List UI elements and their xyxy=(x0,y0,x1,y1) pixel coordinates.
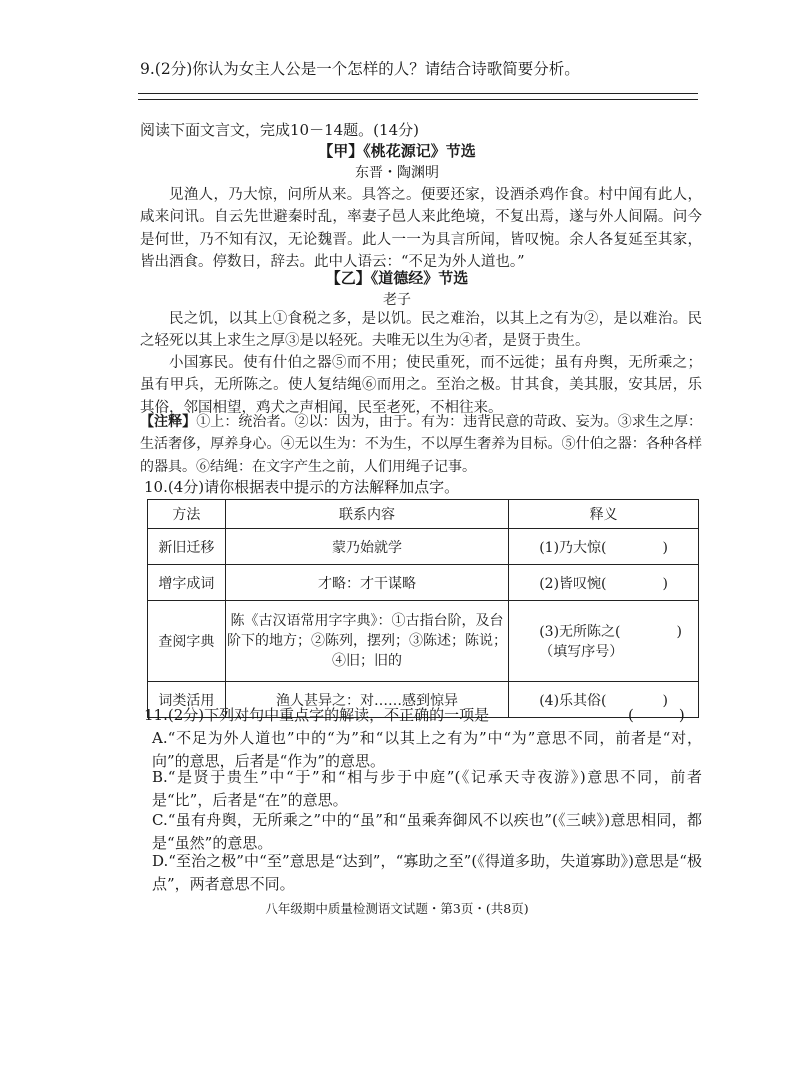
question-9: 9.(2分)你认为女主人公是一个怎样的人？请结合诗歌简要分析。 xyxy=(140,60,580,78)
option-c: C.“虽有舟舆，无所乘之”中的“虽”和“虽乘奔御风不以疾也”(《三峡》)意思相同，都是“虽然”的意思。 xyxy=(152,811,702,852)
table-cell-content: 陈《古汉语常用字字典》：①古指台阶，及台阶下的地方；②陈列，摆列；③陈述；陈说；④旧；旧的 xyxy=(225,601,508,682)
answer-line xyxy=(138,99,698,100)
option-a: A.“不足为外人道也”中的“为”和“以其上之有为”中“为”意思不同，前者是“对，向”的意思，后者是“作为”的意思。 xyxy=(152,729,702,770)
reading-instruction: 阅读下面文言文，完成10－14题。(14分) xyxy=(140,121,419,139)
answer-line xyxy=(138,93,698,94)
passage-a-text: 见渔人，乃大惊，问所从来。具答之。便要还家，设酒杀鸡作食。村中闻有此人，咸来问讯。自云先世避秦时乱，率妻子邑人来此绝境，不复出焉，遂与外人间隔。问今是何世，乃不知有汉，无论魏晋。此人一一为具言所闻，皆叹惋。余人各复延至其家，皆出酒食。停数日，辞去。此中人语云：“不足为外人道也。” xyxy=(140,187,702,270)
table-cell-content: 渔人甚异之：对……感到惊异 xyxy=(225,682,508,718)
page-footer: 八年级期中质量检测语文试题・第3页・(共8页) xyxy=(265,901,529,916)
passage-a-author: 东晋・陶渊明 xyxy=(355,165,439,181)
passage-b-title: 【乙】《道德经》节选 xyxy=(325,269,469,287)
table-header: 释义 xyxy=(509,500,699,529)
explanation-table xyxy=(147,499,699,718)
passage-a-title: 【甲】《桃花源记》节选 xyxy=(318,142,476,160)
table-cell-method: 新旧迁移 xyxy=(148,529,226,565)
table-cell-content: 才略：才干谋略 xyxy=(225,565,508,601)
question-11-stem: 11.(2分)下列对句中重点字的解读，不正确的一项是 xyxy=(144,706,490,724)
annotations-text: ①上：统治者。②以：因为，由于。有为：违背民意的苛政、妄为。③求生之厚：生活奢侈，厚养身心。④无以生为：不为生，不以厚生奢养为目标。⑤什伯之器：各种各样的器具。⑥结绳：在文字产生之前，人们用绳子记事。 xyxy=(140,414,703,475)
table-header: 方法 xyxy=(148,500,226,529)
table-cell-answer: (4)乐其俗( ) xyxy=(509,682,699,718)
option-b: B.“是贤于贵生”中“于”和“相与步于中庭”(《记承天寺夜游》)意思不同，前者是“比”，后者是“在”的意思。 xyxy=(152,768,702,809)
table-row xyxy=(148,565,699,601)
table-header: 联系内容 xyxy=(225,500,508,529)
table-cell-method: 查阅字典 xyxy=(148,601,226,682)
annotations xyxy=(140,411,702,478)
question-10: 10.(4分)请你根据表中提示的方法解释加点字。 xyxy=(144,478,460,496)
table-cell-answer: (2)皆叹惋( ) xyxy=(509,565,699,601)
table-cell-method: 词类活用 xyxy=(148,682,226,718)
answer-bracket: ( ) xyxy=(628,706,685,724)
table-header-row xyxy=(148,500,699,529)
table-row xyxy=(148,601,699,682)
table-cell-answer: (1)乃大惊( ) xyxy=(509,529,699,565)
annotations-label: 【注释】 xyxy=(140,414,197,430)
table-cell-method: 增字成词 xyxy=(148,565,226,601)
passage-b-paragraph-2: 小国寡民。使有什伯之器⑤而不用；使民重死，而不远徙；虽有舟舆，无所乘之；虽有甲兵，无所陈之。使人复结绳⑥而用之。至治之极。甘其食，美其服，安其居，乐其俗，邻国相望，鸡犬之声相闻，民至老死，不相往来。 xyxy=(140,355,702,416)
passage-b-paragraph-1: 民之饥，以其上①食税之多，是以饥。民之难治，以其上之有为②，是以难治。民之轻死以其上求生之厚③是以轻死。夫唯无以生为④者，是贤于贵生。 xyxy=(140,311,702,350)
option-d: D.“至治之极”中“至”意思是“达到”，“寡助之至”(《得道多助，失道寡助》)意思是“极点”，两者意思不同。 xyxy=(152,852,702,893)
table-row xyxy=(148,529,699,565)
table-cell-answer: (3)无所陈之( )（填写序号） xyxy=(509,601,699,682)
passage-b-author: 老子 xyxy=(383,292,411,308)
table-cell-content: 蒙乃始就学 xyxy=(225,529,508,565)
